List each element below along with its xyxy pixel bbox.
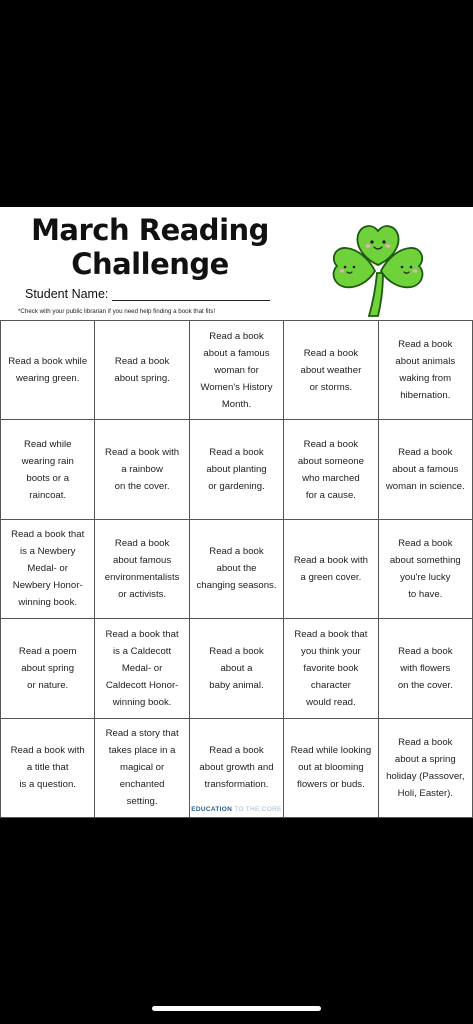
challenge-grid [0,320,473,818]
challenge-cell: Read a book about famous environmentalists or activists. [95,520,189,619]
title-line-2: Challenge [71,247,229,281]
challenge-cell: Read a poem about spring or nature. [1,619,95,718]
challenge-cell: Read a story that takes place in a magical or enchanted setting. [95,719,189,818]
challenge-cell: Read a book that is a Caldecott Medal- or Caldecott Honor- winning book. [95,619,189,718]
challenge-cell: Read while looking out at blooming flowers or buds. [284,719,378,818]
challenge-cell [190,719,284,818]
challenge-cell: Read a book about the changing seasons. [190,520,284,619]
challenge-cell: Read a book about a spring holiday (Passover, Holi, Easter). [379,719,473,818]
challenge-cell: Read a book about animals waking from hibernation. [379,321,473,420]
challenge-cell: Read a book about weather or storms. [284,321,378,420]
title-line-1: March Reading [31,213,269,247]
student-name-blank [112,289,270,301]
challenge-cell: Read a book while wearing green. [1,321,95,420]
publisher-logo [191,806,281,814]
challenge-cell: Read a book about spring. [95,321,189,420]
brand-bold: EDUCATION [191,806,233,813]
challenge-cell: Read a book that is a Newbery Medal- or Newbery Honor- winning book. [1,520,95,619]
brand-light: TO THE CORE [234,806,282,813]
challenge-cell-text: Read a book about growth and transformation. [199,745,274,791]
challenge-cell: Read a book about a famous woman in science. [379,420,473,519]
challenge-cell: Read a book with a rainbow on the cover. [95,420,189,519]
shamrock-icon [325,215,431,319]
challenge-cell: Read a book about someone who marched for a cause. [284,420,378,519]
challenge-cell: Read while wearing rain boots or a raincoat. [1,420,95,519]
student-name-label: Student Name: [25,287,109,301]
challenge-cell: Read a book that you think your favorite book character would read. [284,619,378,718]
challenge-cell: Read a book about a baby animal. [190,619,284,718]
worksheet-title [0,213,300,281]
librarian-note: *Check with your public librarian if you need help finding a book that fits! [18,308,216,315]
challenge-cell: Read a book with a title that is a question. [1,719,95,818]
home-indicator-bar[interactable] [152,1006,321,1011]
challenge-cell: Read a book with a green cover. [284,520,378,619]
challenge-cell: Read a book about planting or gardening. [190,420,284,519]
reading-challenge-worksheet [0,207,473,818]
challenge-cell: Read a book with flowers on the cover. [379,619,473,718]
challenge-cell: Read a book about a famous woman for Women's History Month. [190,321,284,420]
student-name-row [25,287,270,301]
challenge-cell: Read a book about something you're lucky to have. [379,520,473,619]
